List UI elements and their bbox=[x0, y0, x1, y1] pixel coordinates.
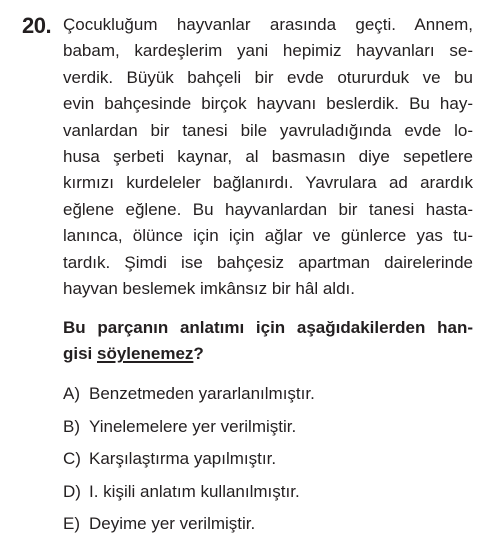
passage-line-10: tardık. Şimdi ise bahçesiz apartman dairelerinde bbox=[63, 252, 473, 272]
passage-line-3: verdik. Büyük bahçeli bir evde otururduk ve bu bbox=[63, 67, 473, 87]
option-b-text: Yinelemelere yer verilmiştir. bbox=[89, 416, 297, 436]
option-c-letter: C) bbox=[63, 449, 81, 468]
passage-line-11: hayvan beslemek imkânsız bir hâl aldı. bbox=[63, 278, 355, 298]
option-a[interactable] bbox=[63, 384, 315, 417]
option-c[interactable] bbox=[63, 449, 315, 482]
option-a-letter: A) bbox=[63, 384, 80, 403]
passage bbox=[63, 12, 473, 302]
option-e[interactable] bbox=[63, 514, 315, 547]
option-e-letter: E) bbox=[63, 514, 80, 533]
option-b-letter: B) bbox=[63, 416, 80, 436]
answer-options bbox=[63, 384, 315, 547]
option-b[interactable] bbox=[63, 417, 315, 450]
option-e-text: Deyime yer verilmiştir. bbox=[89, 514, 256, 533]
passage-line-5: vanlardan bir tanesi bile yavruladığında evde lo- bbox=[63, 120, 473, 140]
question-number: 20. bbox=[22, 13, 52, 38]
option-c-text: Karşılaştırma yapılmıştır. bbox=[89, 449, 277, 468]
passage-line-1: Çocukluğum hayvanlar arasında geçti. Annem, bbox=[63, 15, 473, 34]
stem-line-2-start: gisi bbox=[63, 344, 98, 364]
passage-line-2: babam, kardeşlerim yani hepimiz hayvanları se- bbox=[63, 41, 473, 61]
passage-line-9: lanınca, ölünce için için ağlar ve günlerce yas tu- bbox=[63, 226, 473, 246]
stem-line-2 bbox=[63, 341, 473, 367]
passage-line-7: kırmızı kurdeleler bağlanırdı. Yavrulara ad arardık bbox=[63, 173, 473, 193]
option-a-text: Benzetmeden yararlanılmıştır. bbox=[89, 384, 315, 403]
stem-line-1: Bu parçanın anlatımı için aşağıdakilerden han- bbox=[63, 318, 473, 337]
passage-line-4: evin bahçesinde birçok hayvanı beslerdik. Bu hay- bbox=[63, 94, 473, 114]
passage-line-8: eğlene eğlene. Bu hayvanlardan bir tanesi hasta- bbox=[63, 199, 473, 219]
option-d-text: I. kişili anlatım kullanılmıştır. bbox=[89, 481, 300, 501]
option-d-letter: D) bbox=[63, 481, 81, 501]
option-d[interactable] bbox=[63, 482, 315, 515]
question-stem bbox=[63, 315, 473, 368]
passage-line-6: husa şerbeti kaynar, al basmasın diye sepetlere bbox=[63, 146, 473, 166]
stem-question-mark: ? bbox=[193, 344, 204, 364]
stem-negative-keyword: söylenemez bbox=[97, 344, 194, 364]
